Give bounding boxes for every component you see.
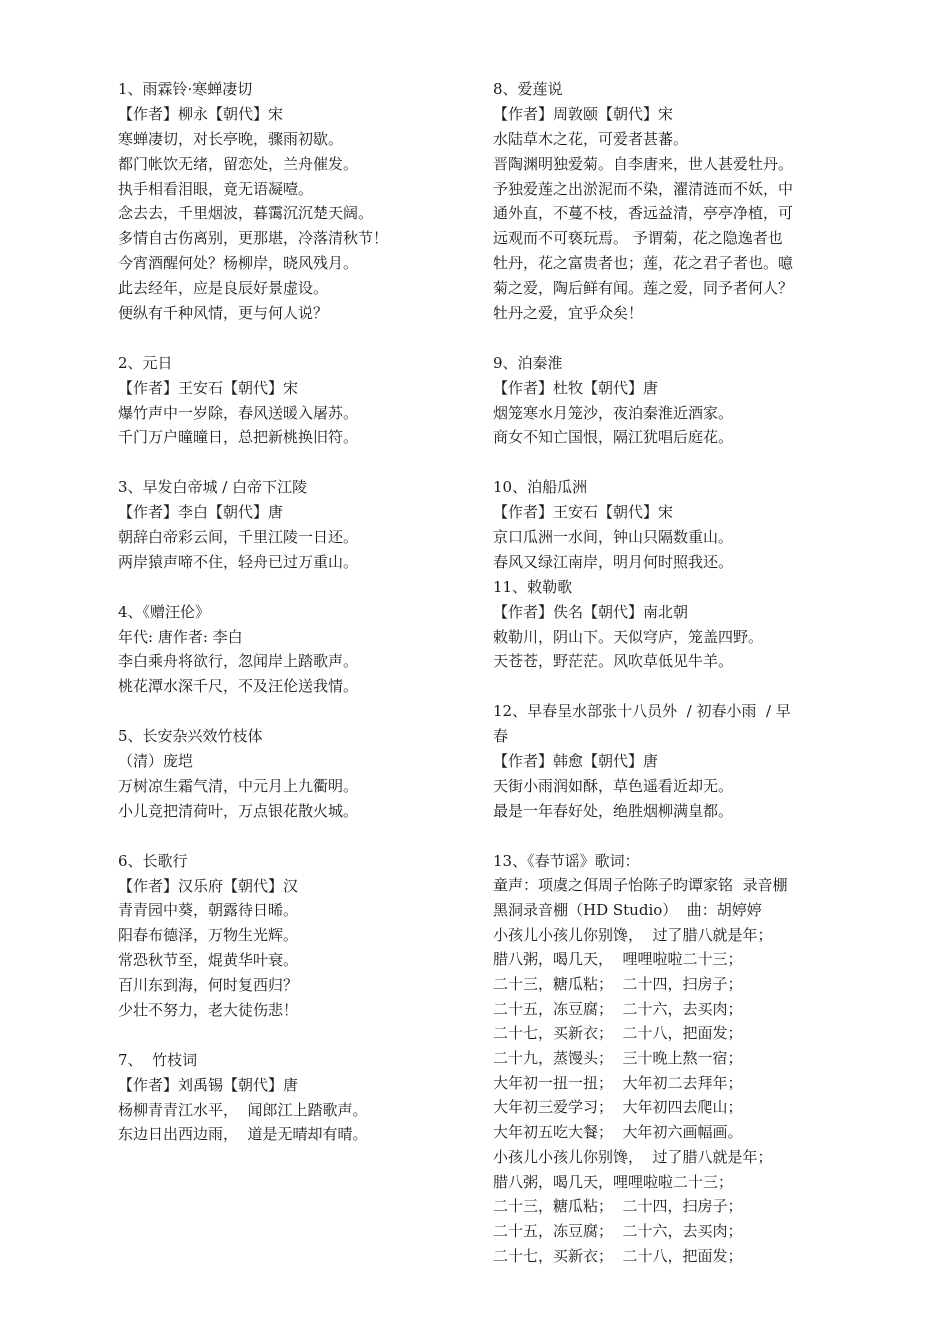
- poem-line: 万树凉生霜气清，中元月上九衢明。: [118, 776, 359, 795]
- poem-section: [493, 849, 838, 1269]
- poem-title: 12、早春呈水部张十八员外 / 初春小雨 / 早: [493, 702, 791, 721]
- poem-line: 水陆草木之花，可爱者甚蕃。: [493, 129, 689, 148]
- poem-line: 大年初五吃大餐； 大年初六画幅画。: [493, 1123, 743, 1142]
- poem-line: 爆竹声中一岁除，春风送暖入屠苏。: [118, 403, 359, 422]
- poem-line: 年代: 唐作者: 李白: [118, 627, 243, 646]
- poem-line: 春: [493, 727, 509, 746]
- poem-line: 二十五，冻豆腐； 二十六，去买肉；: [493, 1221, 743, 1240]
- poem-line: 朝辞白帝彩云间，千里江陵一日还。: [118, 528, 359, 547]
- poem-section: [118, 724, 448, 824]
- poem-line: 执手相看泪眼，竟无语凝噎。: [118, 179, 314, 198]
- poem-line: 念去去，千里烟波，暮霭沉沉楚天阔。: [118, 204, 374, 223]
- poem-line: 少壮不努力，老大徒伤悲！: [118, 1000, 299, 1019]
- poem-title: 3、早发白帝城 / 白帝下江陵: [118, 478, 308, 497]
- poem-line: 大年初三爱学习； 大年初四去爬山；: [493, 1098, 743, 1117]
- poem-line: 牡丹之爱，宜乎众矣！: [493, 304, 644, 323]
- poem-line: 予独爱莲之出淤泥而不染，濯清涟而不妖，中: [493, 179, 794, 198]
- poem-section: [493, 351, 838, 451]
- poem-line: 千门万户曈曈日，总把新桃换旧符。: [118, 428, 359, 447]
- poem-line: 小孩儿小孩儿你别馋， 过了腊八就是年；: [493, 1147, 773, 1166]
- poem-section: [118, 1048, 448, 1148]
- section-gap: [118, 1023, 448, 1048]
- poem-line: 晋陶渊明独爱菊。自李唐来，世人甚爱牡丹。: [493, 154, 794, 173]
- poem-line: 【作者】刘禹锡【朝代】唐: [118, 1075, 299, 1094]
- poem-section: [493, 475, 838, 674]
- poem-line: 此去经年，应是良辰好景虚设。: [118, 279, 329, 298]
- poem-title: 13、《春节谣》歌词：: [493, 851, 640, 870]
- poem-line: 二十三，糖瓜粘； 二十四，扫房子；: [493, 1197, 743, 1216]
- poem-title: 7、 竹枝词: [118, 1050, 198, 1069]
- poem-line: 百川东到海，何时复西归？: [118, 976, 299, 995]
- poem-line: 两岸猿声啼不住，轻舟已过万重山。: [118, 552, 359, 571]
- poem-line: 二十九，蒸馒头； 三十晚上熬一宿；: [493, 1049, 743, 1068]
- poem-line: 常恐秋节至，焜黄华叶衰。: [118, 951, 299, 970]
- poem-line: 二十七，买新衣； 二十八，把面发；: [493, 1246, 743, 1265]
- poem-line: 阳春布德泽，万物生光辉。: [118, 926, 299, 945]
- poem-line: 天苍苍，野茫茫。风吹草低见牛羊。: [493, 652, 734, 671]
- poem-section: [118, 77, 448, 326]
- poem-line: 天街小雨润如酥，草色遥看近却无。: [493, 776, 734, 795]
- poem-line: （清）庞垲: [118, 752, 194, 771]
- poem-line: 童声：项虞之佴周子怡陈子昀谭家铭 录音棚: [493, 876, 788, 895]
- poem-line: 最是一年春好处，绝胜烟柳满皇都。: [493, 801, 734, 820]
- poem-line: 【作者】佚名【朝代】南北朝: [493, 602, 689, 621]
- poem-line: 【作者】韩愈【朝代】唐: [493, 752, 659, 771]
- poem-line: 京口瓜洲一水间，钟山只隔数重山。: [493, 528, 734, 547]
- poem-line: 寒蝉凄切，对长亭晚，骤雨初歇。: [118, 129, 344, 148]
- poem-line: 【作者】李白【朝代】唐: [118, 503, 284, 522]
- poem-title: 5、长安杂兴效竹枝体: [118, 727, 263, 746]
- poem-title: 9、泊秦淮: [493, 353, 563, 372]
- poem-line: 杨柳青青江水平， 闻郎江上踏歌声。: [118, 1100, 368, 1119]
- poem-line: 今宵酒醒何处？杨柳岸，晓风残月。: [118, 254, 359, 273]
- poem-line: 黑洞录音棚（HD Studio） 曲：胡婷婷: [493, 900, 762, 919]
- section-gap: [493, 824, 838, 849]
- poem-line: 远观而不可亵玩焉。 予谓菊，花之隐逸者也: [493, 229, 783, 248]
- section-gap: [493, 674, 838, 699]
- poem-section: [118, 600, 448, 700]
- right-column: [493, 77, 838, 1268]
- poem-line: 通外直，不蔓不枝，香远益清，亭亭净植，可: [493, 204, 794, 223]
- poem-section: [493, 77, 838, 326]
- poem-title: 1、雨霖铃·寒蝉凄切: [118, 80, 253, 98]
- poem-section: [493, 699, 838, 823]
- poem-title: 4、《赠汪伦》: [118, 602, 211, 621]
- poem-line: 小孩儿小孩儿你别馋， 过了腊八就是年；: [493, 925, 773, 944]
- poem-line: 【作者】王安石【朝代】宋: [118, 378, 299, 397]
- section-gap: [493, 450, 838, 475]
- poem-line: 多情自古伤离别，更那堪，冷落清秋节！: [118, 229, 389, 248]
- poem-line: 烟笼寒水月笼沙，夜泊秦淮近酒家。: [493, 403, 734, 422]
- poem-section: [118, 475, 448, 575]
- section-gap: [118, 824, 448, 849]
- poem-line: 11、敕勒歌: [493, 577, 573, 596]
- poem-line: 菊之爱，陶后鲜有闻。莲之爱，同予者何人？: [493, 279, 794, 298]
- poem-line: 大年初一扭一扭； 大年初二去拜年；: [493, 1073, 743, 1092]
- section-gap: [118, 575, 448, 600]
- poem-line: 二十五，冻豆腐； 二十六，去买肉；: [493, 999, 743, 1018]
- poem-line: 【作者】杜牧【朝代】唐: [493, 378, 659, 397]
- poem-title: 6、长歌行: [118, 851, 188, 870]
- poem-title: 10、泊船瓜洲: [493, 478, 588, 497]
- poem-line: 都门帐饮无绪，留恋处，兰舟催发。: [118, 154, 359, 173]
- poem-section: [118, 351, 448, 451]
- poem-line: 青青园中葵，朝露待日晞。: [118, 901, 299, 920]
- poem-line: 春风又绿江南岸，明月何时照我还。: [493, 552, 734, 571]
- poem-line: 牡丹，花之富贵者也；莲，花之君子者也。噫: [493, 254, 794, 273]
- left-column: [118, 77, 448, 1147]
- poem-line: 二十三，糖瓜粘； 二十四，扫房子；: [493, 975, 743, 994]
- poem-line: 小儿竞把清荷叶，万点银花散火城。: [118, 801, 359, 820]
- poem-line: 东边日出西边雨， 道是无晴却有晴。: [118, 1125, 368, 1144]
- poem-line: 腊八粥，喝几天，哩哩啦啦二十三；: [493, 1172, 734, 1191]
- poem-line: 李白乘舟将欲行，忽闻岸上踏歌声。: [118, 652, 359, 671]
- section-gap: [118, 450, 448, 475]
- poem-line: 【作者】汉乐府【朝代】汉: [118, 876, 299, 895]
- poem-title: 8、爱莲说: [493, 80, 563, 98]
- poem-section: [118, 849, 448, 1023]
- poem-line: 便纵有千种风情，更与何人说？: [118, 304, 329, 323]
- poem-title: 2、元日: [118, 353, 173, 372]
- poem-line: 商女不知亡国恨，隔江犹唱后庭花。: [493, 428, 734, 447]
- poem-line: 桃花潭水深千尺，不及汪伦送我情。: [118, 677, 359, 696]
- section-gap: [118, 699, 448, 724]
- poem-line: 【作者】柳永【朝代】宋: [118, 104, 284, 123]
- section-gap: [493, 326, 838, 351]
- poem-line: 敕勒川，阴山下。天似穹庐，笼盖四野。: [493, 627, 764, 646]
- poem-line: 【作者】王安石【朝代】宋: [493, 503, 674, 522]
- poem-line: 二十七，买新衣； 二十八，把面发；: [493, 1024, 743, 1043]
- poem-line: 【作者】周敦颐【朝代】宋: [493, 104, 674, 123]
- poem-line: 腊八粥，喝几天， 哩哩啦啦二十三；: [493, 950, 743, 969]
- section-gap: [118, 326, 448, 351]
